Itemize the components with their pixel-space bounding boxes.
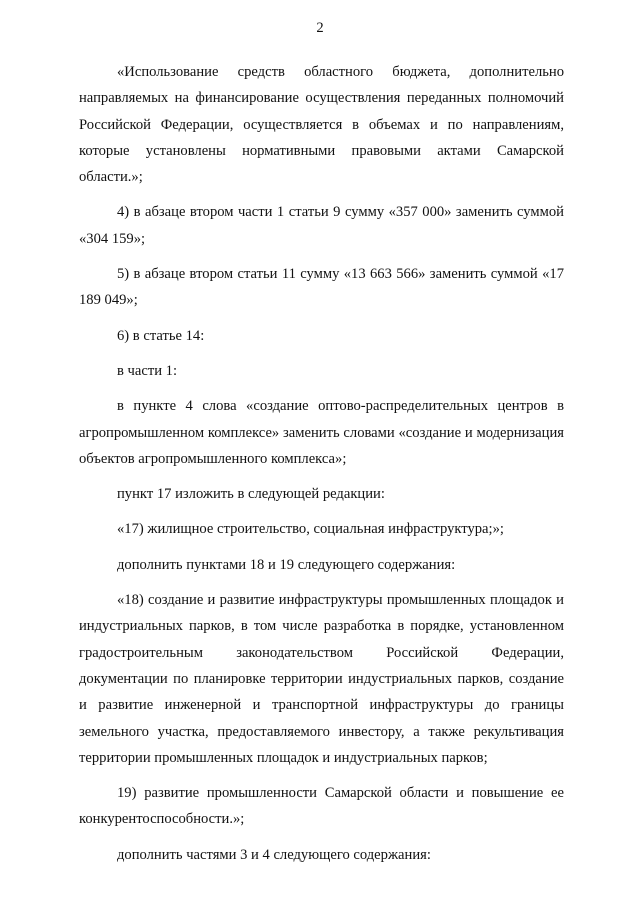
paragraph: «17) жилищное строительство, социальная инфраструктура;»; bbox=[117, 521, 504, 538]
document-body bbox=[79, 59, 564, 877]
paragraph: «18) создание и развитие инфраструктуры промышленных площадок и индустриальных парков, в том числе разработка в порядке, установленном градостроительным законодательством Российской Федерации, документации по планировке территории индустриальных парков, создание и развитие инженерной и транспортной инфраструктуры до границы земельного участка, предоставляемого инвестору, а также рекультивация территории промышленных площадок и индустриальных парков; bbox=[79, 592, 564, 766]
paragraph: в части 1: bbox=[117, 362, 178, 379]
paragraph: дополнить пунктами 18 и 19 следующего содержания: bbox=[117, 556, 456, 573]
paragraph: 4) в абзаце втором части 1 статьи 9 сумму «357 000» заменить суммой «304 159»; bbox=[79, 204, 564, 247]
paragraph: 19) развитие промышленности Самарской области и повышение ее конкурентоспособности.»; bbox=[79, 785, 564, 828]
page-number: 2 bbox=[316, 20, 324, 36]
paragraph: 5) в абзаце втором статьи 11 сумму «13 663 566» заменить суммой «17 189 049»; bbox=[79, 266, 564, 309]
paragraph: в пункте 4 слова «создание оптово-распределительных центров в агропромышленном комплексе» заменить словами «создание и модернизация объектов агропромышленного комплекса»; bbox=[79, 398, 564, 467]
paragraph: пункт 17 изложить в следующей редакции: bbox=[117, 486, 385, 503]
paragraph: «Использование средств областного бюджета, дополнительно направляемых на финансирование осуществления переданных полномочий Российской Федерации, осуществляется в объемах и по направлениям, которые установлены нормативными правовыми актами Самарской области.»; bbox=[79, 64, 564, 186]
paragraph: дополнить частями 3 и 4 следующего содержания: bbox=[117, 846, 431, 863]
paragraph: 6) в статье 14: bbox=[117, 327, 205, 344]
